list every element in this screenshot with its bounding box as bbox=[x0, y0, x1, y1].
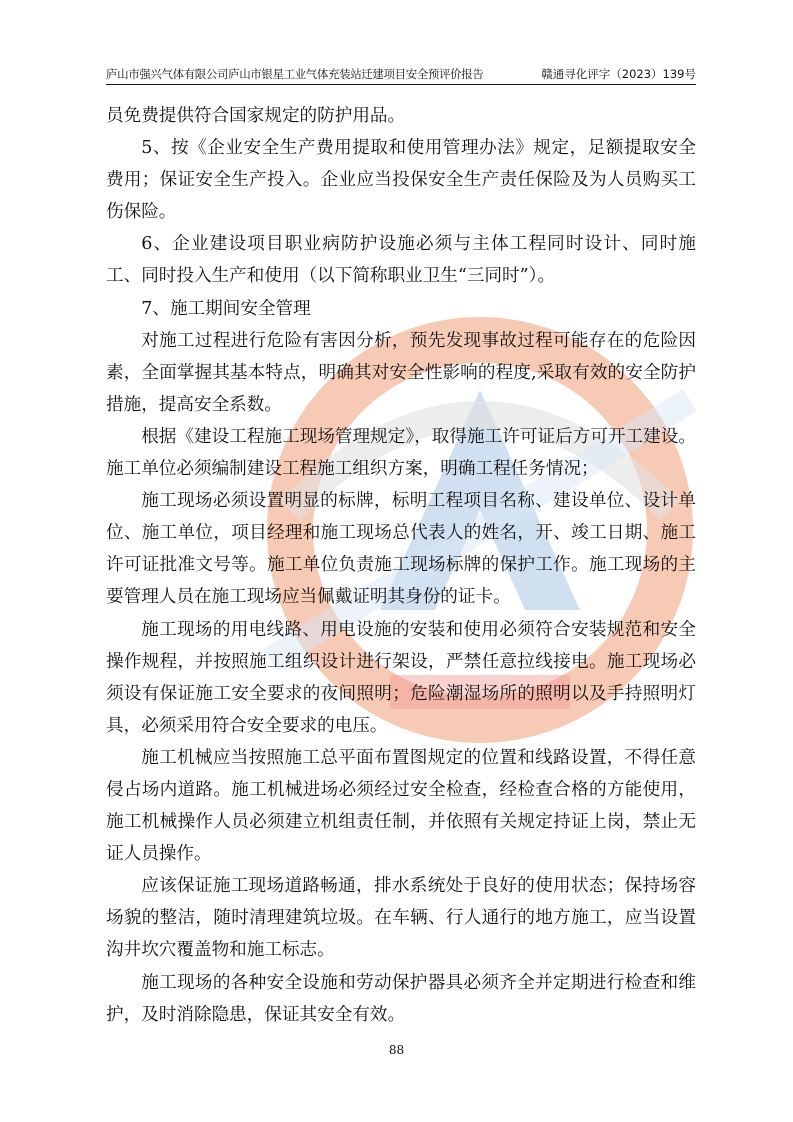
paragraph: 5、按《企业安全生产费用提取和使用管理办法》规定，足额提取安全费用；保证安全生产投入。企业应当投保安全生产责任保险及为人员购买工伤保险。 bbox=[106, 138, 696, 223]
document-body bbox=[106, 100, 696, 1031]
paragraph: 对施工过程进行危险有害因分析，预先发现事故过程可能存在的危险因素，全面掌握其基本特点，明确其对安全性影响的程度,采取有效的安全防护措施，提高安全系数。 bbox=[106, 330, 696, 415]
paragraph: 施工现场的各种安全设施和劳动保护器具必须齐全并定期进行检查和维护，及时消除隐患，保证其安全有效。 bbox=[106, 972, 696, 1025]
page-header bbox=[106, 64, 696, 85]
paragraph: 施工机械应当按照施工总平面布置图规定的位置和线路设置，不得任意侵占场内道路。施工机械进场必须经过安全检查，经检查合格的方能使用，施工机械操作人员必须建立机组责任制，并依照有关规定持证上岗，禁止无证人员操作。 bbox=[106, 747, 696, 865]
paragraph: 6、企业建设项目职业病防护设施必须与主体工程同时设计、同时施工、同时投入生产和使用（以下简称职业卫生“三同时”）。 bbox=[106, 234, 696, 287]
paragraph: 施工现场必须设置明显的标牌，标明工程项目名称、建设单位、设计单位、施工单位，项目经理和施工现场总代表人的姓名，开、竣工日期、施工许可证批准文号等。施工单位负责施工现场标牌的保护工作。施工现场的主要管理人员在施工现场应当佩戴证明其身份的证卡。 bbox=[106, 491, 696, 608]
section-heading: 7、施工期间安全管理 bbox=[141, 298, 311, 319]
paragraph: 根据《建设工程施工现场管理规定》，取得施工许可证后方可开工建设。施工单位必须编制建设工程施工组织方案，明确工程任务情况； bbox=[106, 426, 696, 480]
paragraph: 员免费提供符合国家规定的防护用品。 bbox=[106, 106, 406, 126]
paragraph: 应该保证施工现场道路畅通，排水系统处于良好的使用状态；保持场容场貌的整洁，随时清理建筑垃圾。在车辆、行人通行的地方施工，应当设置沟井坎穴覆盖物和施工标志。 bbox=[106, 876, 696, 961]
header-report-number: 赣通寻化评字（2023）139号 bbox=[541, 67, 696, 81]
page-number: 88 bbox=[388, 1043, 405, 1057]
paragraph: 施工现场的用电线路、用电设施的安装和使用必须符合安装规范和安全操作规程，并按照施工组织设计进行架设，严禁任意拉线接电。施工现场必须设有保证施工安全要求的夜间照明；危险潮湿场所的照明以及手持照明灯具，必须采用符合安全要求的电压。 bbox=[106, 619, 696, 736]
header-report-title: 庐山市强兴气体有限公司庐山市银星工业气体充装站迁建项目安全预评价报告 bbox=[106, 67, 484, 81]
